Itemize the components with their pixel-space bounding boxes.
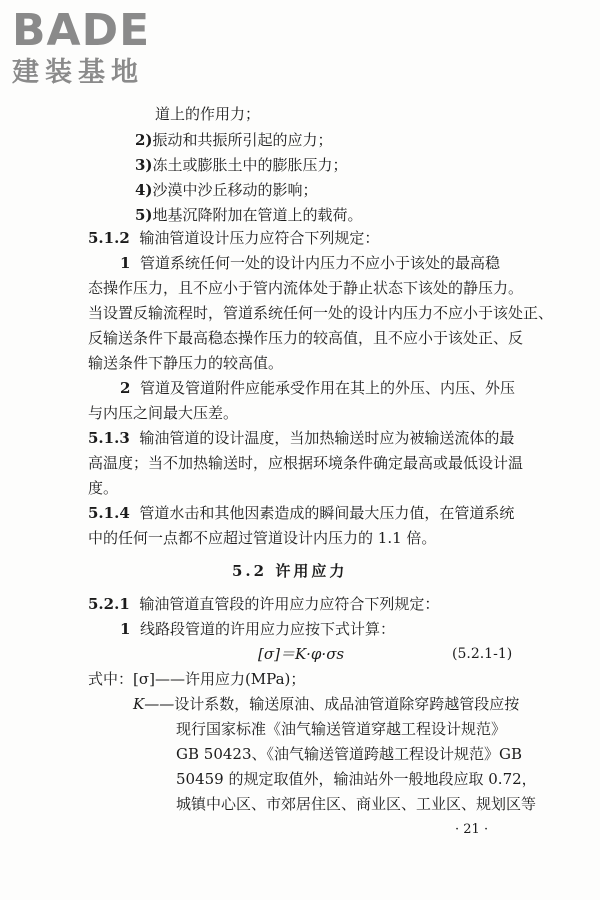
paragraph-line: 中的任何一点都不应超过管道设计内压力的 1.1 倍。	[88, 529, 437, 547]
logo-brand: BADE	[12, 5, 151, 56]
page-number: · 21 ·	[455, 822, 489, 837]
logo-subtitle: 建装基地	[12, 57, 144, 88]
list-item: 3)冻土或膨胀土中的膨胀压力；	[135, 156, 348, 174]
clause-5-1-2: 5.1.2 输油管道设计压力应符合下列规定：	[88, 229, 380, 247]
where-line: 现行国家标准《油气输送管道穿越工程设计规范》	[176, 720, 507, 738]
list-item: 4)沙漠中沙丘移动的影响；	[135, 181, 318, 199]
where-item: 式中：[σ]——许用应力(MPa)；	[88, 670, 306, 688]
paragraph-line: 态操作压力，且不应小于管内流体处于静止状态下该处的静压力。	[88, 279, 524, 297]
paragraph-line: 反输送条件下最高稳态操作压力的较高值，且不应小于该处正、反	[88, 329, 524, 347]
where-line: 城镇中心区、市郊居住区、商业区、工业区、规划区等	[176, 795, 537, 813]
text-line: 道上的作用力；	[155, 105, 261, 123]
paragraph-line: 2 管道及管道附件应能承受作用在其上的外压、内压、外压	[120, 379, 515, 397]
paragraph-line: 输送条件下静压力的较高值。	[88, 354, 284, 372]
paragraph-line: 度。	[88, 479, 119, 497]
paragraph-line: 与内压之间最大压差。	[88, 404, 239, 422]
list-item: 2)振动和共振所引起的应力；	[135, 131, 333, 149]
equation-formula: [σ]＝K·φ·σs	[258, 645, 345, 663]
list-item: 5)地基沉降附加在管道上的载荷。	[135, 206, 363, 224]
paragraph-line: 1 线路段管道的许用应力应按下式计算：	[120, 620, 395, 638]
paragraph-line: 当设置反输流程时，管道系统任何一处的设计内压力不应小于该处正、	[88, 304, 554, 322]
section-heading: 5.2 许用应力	[232, 562, 348, 580]
equation-number: (5.2.1-1)	[452, 646, 513, 662]
where-item: K——设计系数，输送原油、成品油管道除穿跨越管段应按	[133, 695, 520, 713]
paragraph-line: 1 管道系统任何一处的设计内压力不应小于该处的最高稳	[120, 254, 500, 272]
clause-5-1-4: 5.1.4 管道水击和其他因素造成的瞬间最大压力值，在管道系统	[88, 504, 515, 522]
where-line: GB 50423、《油气输送管道跨越工程设计规范》GB	[176, 745, 522, 763]
clause-5-1-3: 5.1.3 输油管道的设计温度，当加热输送时应为被输送流体的最	[88, 429, 515, 447]
paragraph-line: 高温度；当不加热输送时，应根据环境条件确定最高或最低设计温	[88, 454, 524, 472]
where-line: 50459 的规定取值外，输油站外一般地段应取 0.72，	[176, 770, 537, 788]
watermark-logo	[12, 5, 182, 90]
clause-5-2-1: 5.2.1 输油管道直管段的许用应力应符合下列规定：	[88, 595, 440, 613]
